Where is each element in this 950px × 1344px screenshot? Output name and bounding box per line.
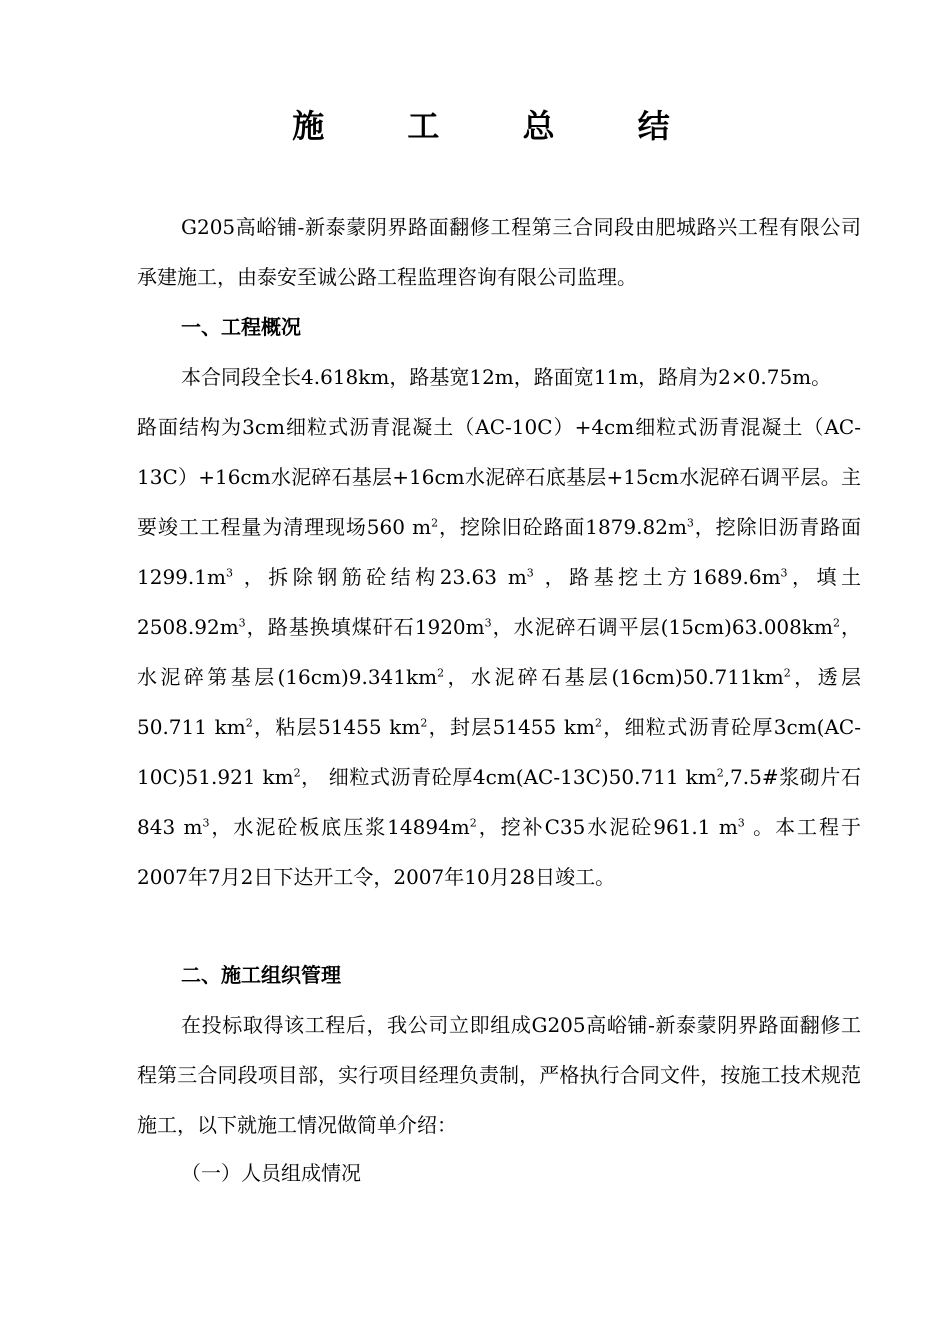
subsection-heading-personnel: （一）人员组成情况 — [181, 1161, 361, 1185]
document-title: 施 工 总 结 — [292, 107, 706, 145]
intro-paragraph: G205高峪铺-新泰蒙阴界路面翻修工程第三合同段由肥城路兴工程有限公司承建施工，由泰安至诚公路工程监理咨询有限公司监理。 — [137, 215, 861, 289]
text-run: ，路基挖土方1689.6m — [533, 565, 781, 589]
section-heading-overview: 一、工程概况 — [181, 315, 301, 339]
text-run: 。本工程于2007年7月2日下达开工令，2007年10月28日竣工。 — [137, 815, 861, 889]
superscript: 3 — [737, 816, 745, 830]
superscript: 2 — [245, 716, 253, 730]
text-run: ，路基换填煤矸石1920m — [245, 615, 485, 639]
superscript: 3 — [780, 566, 788, 580]
text-run: ，透层50.711 km — [137, 665, 862, 739]
organization-paragraph: 在投标取得该工程后，我公司立即组成G205高峪铺-新泰蒙阴界路面翻修工程第三合同段项目部，实行项目经理负责制，严格执行合同文件，按施工技术规范施工，以下就施工情况做简单介绍： — [137, 1013, 861, 1137]
superscript: 2 — [783, 666, 791, 680]
superscript: 2 — [293, 766, 301, 780]
text-run: ，水泥碎第基层(16cm)9.341km — [137, 615, 861, 689]
superscript: 3 — [202, 816, 210, 830]
superscript: 3 — [686, 516, 694, 530]
text-run: ,7.5#浆砌片石843 m — [137, 765, 861, 839]
superscript: 2 — [437, 666, 445, 680]
text-run: ，水泥碎石基层(16cm)50.711km — [444, 665, 784, 689]
superscript: 3 — [526, 566, 534, 580]
text-run: ， 细粒式沥青砼厚4cm(AC-13C)50.711 km — [300, 765, 717, 789]
section-heading-organization: 二、施工组织管理 — [181, 963, 341, 987]
superscript: 2 — [469, 816, 477, 830]
text-run: ，拆除钢筋砼结构23.63 m — [232, 565, 527, 589]
overview-paragraph-2 — [137, 402, 861, 902]
text-run: ，粘层51455 km — [252, 715, 421, 739]
text-run: ，挖除旧沥青路面1299.1m — [137, 515, 861, 589]
superscript: 2 — [594, 716, 602, 730]
text-run: ，水泥砼板底压浆14894m — [209, 815, 470, 839]
text-run: ，细粒式沥青砼厚3cm(AC-10C)51.921 km — [137, 715, 861, 789]
text-run: ，挖除旧砼路面1879.82m — [438, 515, 687, 539]
superscript: 2 — [832, 616, 840, 630]
text-run: ，挖补C35水泥砼961.1 m — [476, 815, 738, 839]
superscript: 2 — [431, 516, 439, 530]
superscript: 3 — [225, 566, 233, 580]
superscript: 3 — [238, 616, 246, 630]
text-run: ，水泥碎石调平层(15cm)63.008km — [491, 615, 833, 639]
text-run: 路面结构为3cm细粒式沥青混凝土（AC-10C）+4cm细粒式沥青混凝土（AC-13C）+16cm水泥碎石基层+16cm水泥碎石底基层+15cm水泥碎石调平层。主要竣工工程量为清理现场560 m — [137, 415, 861, 539]
superscript: 2 — [420, 716, 428, 730]
superscript: 3 — [484, 616, 492, 630]
overview-paragraph-1: 本合同段全长4.618km，路基宽12m，路面宽11m，路肩为2×0.75m。 — [181, 365, 832, 389]
text-run: ，填土2508.92m — [137, 565, 862, 639]
superscript: 2 — [716, 766, 724, 780]
text-run: ，封层51455 km — [427, 715, 595, 739]
